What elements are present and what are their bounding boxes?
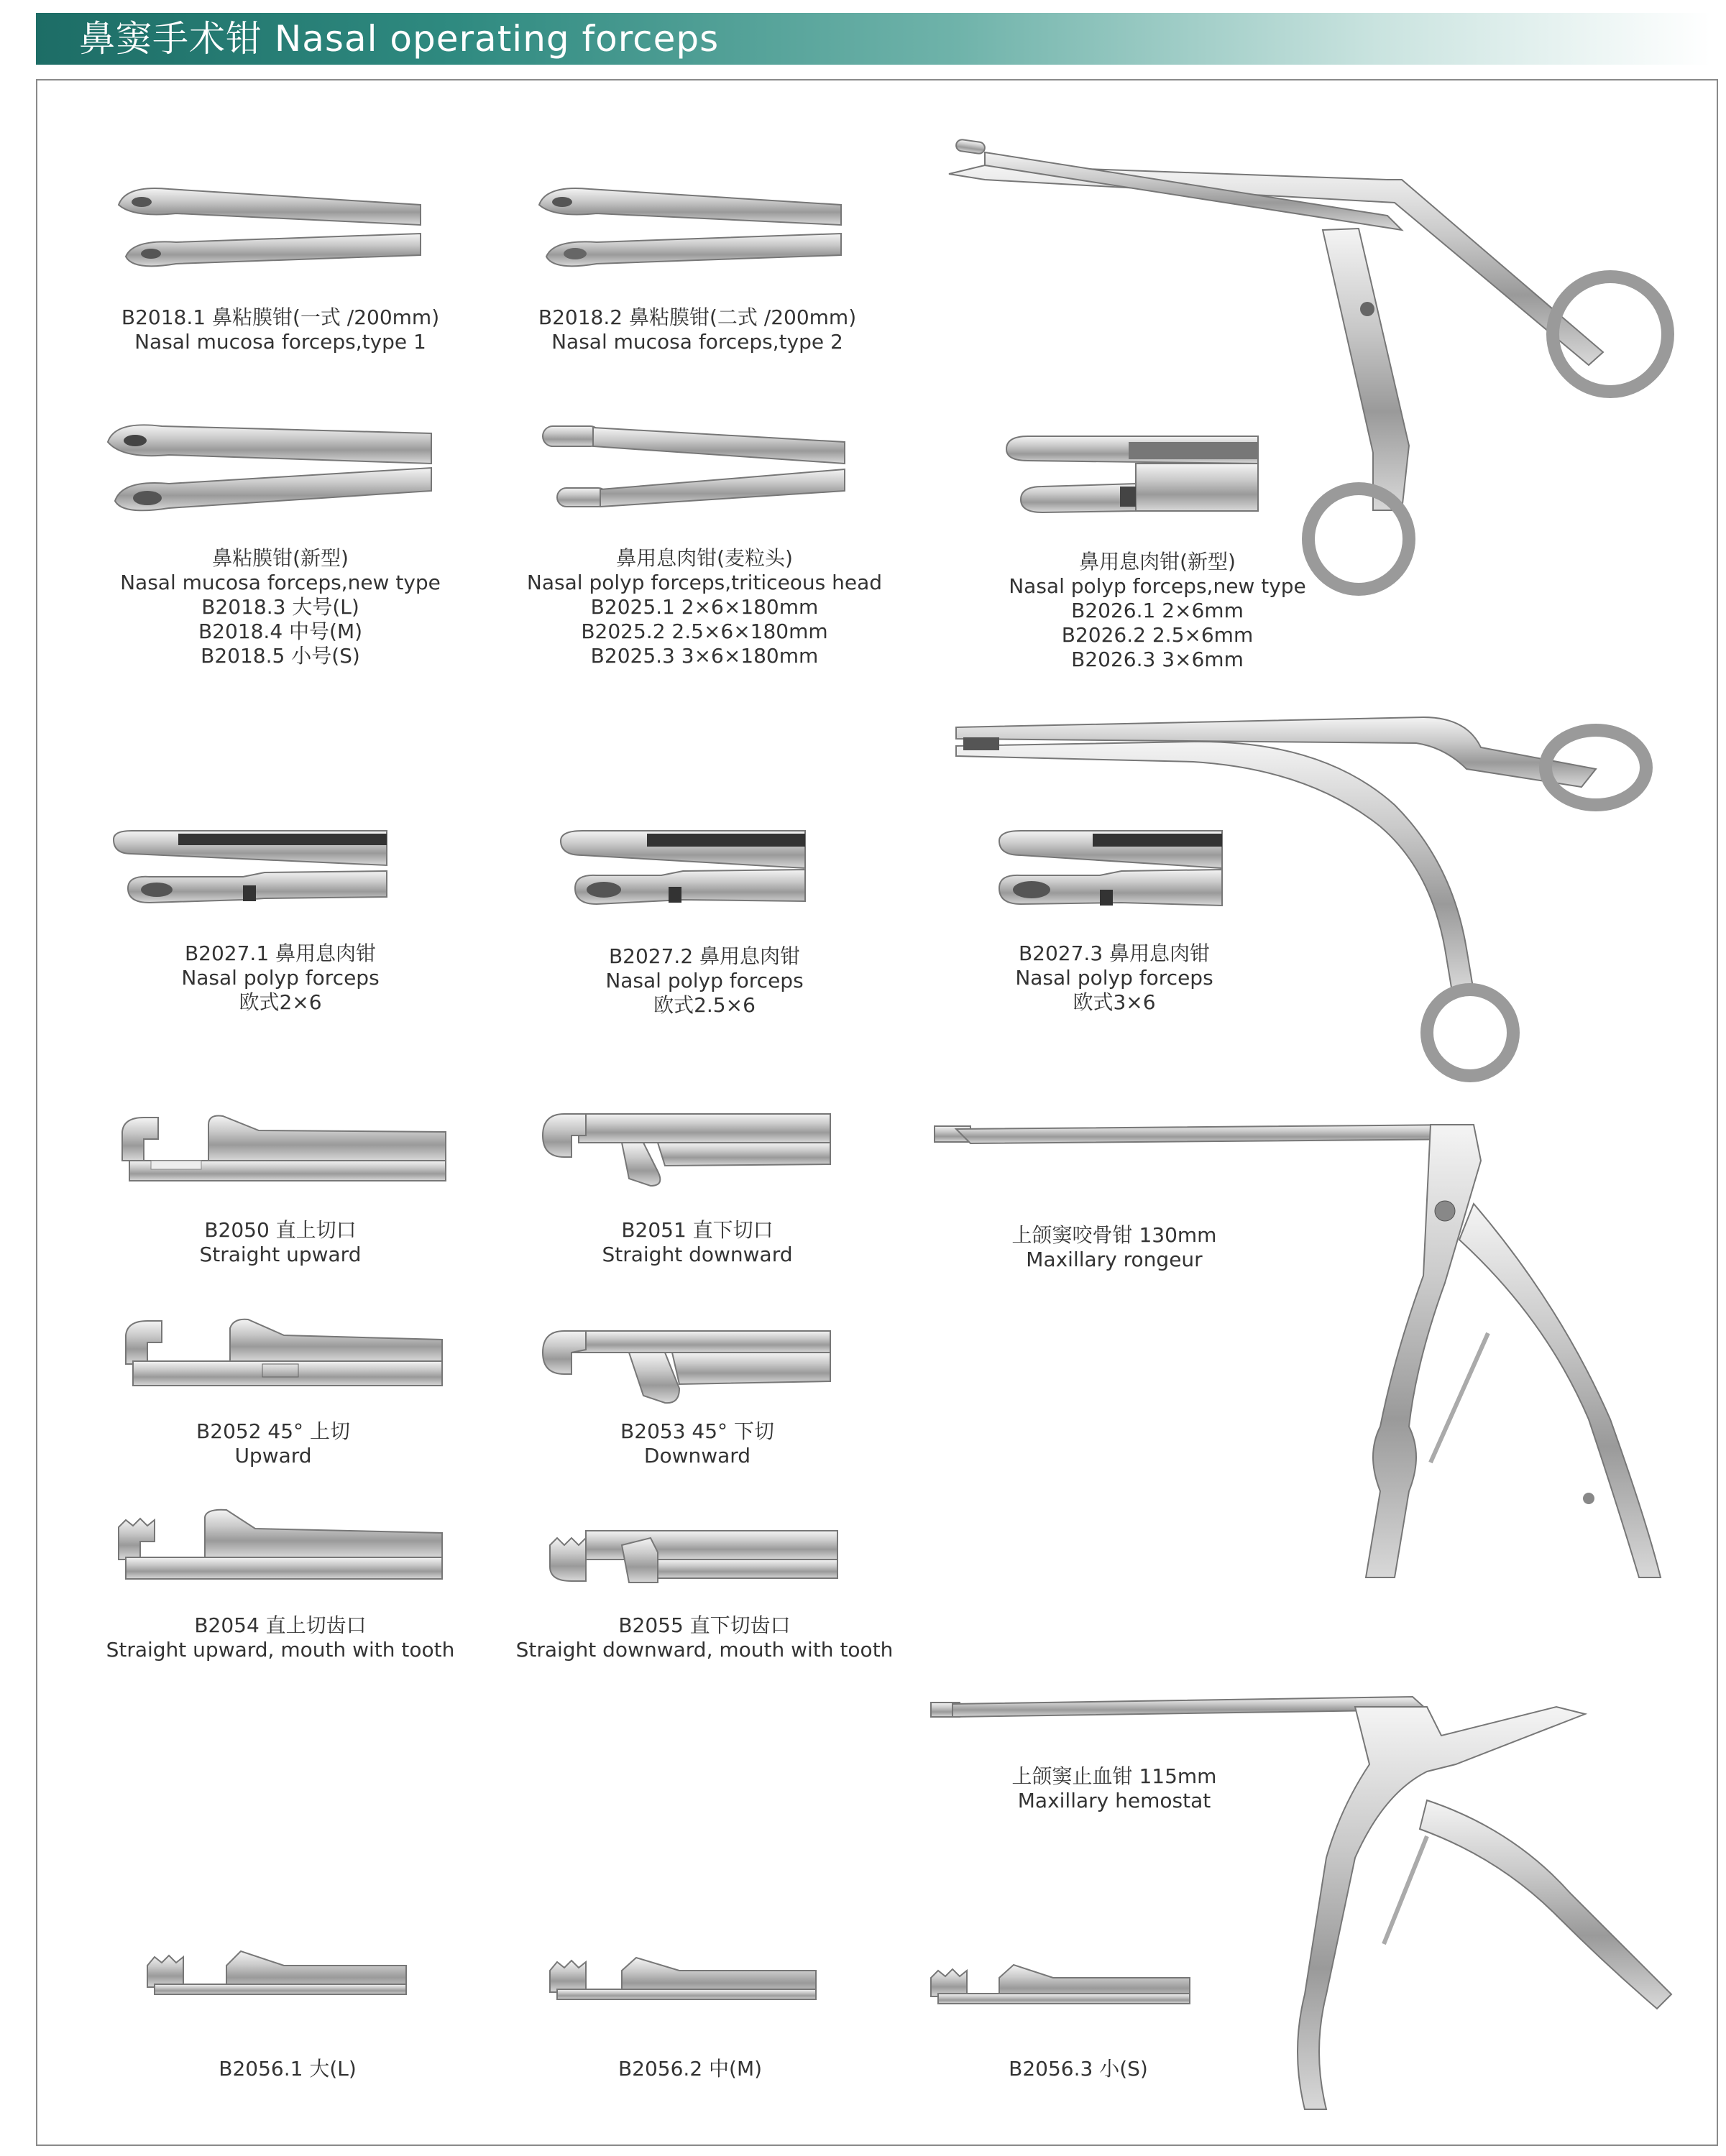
product-b2027-1-image: [106, 825, 387, 918]
product-b2018-2-caption: B2018.2 鼻粘膜钳(二式 /200mm) Nasal mucosa forceps,type 2: [538, 305, 857, 354]
maxillary-rongeur-caption: 上颌窦咬骨钳 130mm Maxillary rongeur: [1011, 1223, 1217, 1271]
product-b2055-caption: B2055 直下切齿口 Straight downward, mouth with tooth: [515, 1613, 894, 1662]
product-b2027-2-caption: B2027.2 鼻用息肉钳 Nasal polyp forceps 欧式2.5×6: [605, 944, 804, 1017]
product-b2056-1-image: [140, 1944, 406, 2001]
product-b2054-image: [111, 1506, 442, 1585]
product-b2050-image: [115, 1110, 446, 1189]
bayonet-forceps-large-image: [949, 711, 1682, 1092]
product-b2056-3-image: [924, 1955, 1190, 2012]
header-banner: [36, 13, 1711, 65]
product-b2018-2-image: [532, 176, 848, 277]
product-b2027-3-caption: B2027.3 鼻用息肉钳 Nasal polyp forceps 欧式3×6: [1015, 941, 1213, 1014]
maxillary-rongeur-image: [927, 1118, 1689, 1664]
product-b2052-caption: B2052 45° 上切 Upward: [196, 1419, 350, 1468]
product-b2056-1-caption: B2056.1 大(L): [219, 2057, 357, 2081]
product-b2054-caption: B2054 直上切齿口 Straight upward, mouth with tooth: [106, 1613, 455, 1662]
product-b2053-image: [536, 1324, 830, 1410]
product-b2025-caption: 鼻用息肉钳(麦粒头) Nasal polyp forceps,triticeous head B2025.1 2×6×180mm B2025.2 2.5×6×180mm B2025.3 3×6×180mm: [526, 546, 883, 668]
product-b2055-image: [543, 1524, 837, 1595]
polyp-forceps-large-image: [942, 137, 1682, 625]
product-b2026-caption: 鼻用息肉钳(新型) Nasal polyp forceps,new type B2026.1 2×6mm B2026.2 2.5×6mm B2026.3 3×6mm: [1009, 550, 1306, 671]
product-b2056-3-caption: B2056.3 小(S): [1009, 2057, 1148, 2081]
maxillary-hemostat-caption: 上颌窦止血钳 115mm Maxillary hemostat: [1011, 1764, 1217, 1812]
product-b2051-image: [536, 1107, 830, 1193]
product-b2052-image: [119, 1314, 442, 1393]
maxillary-hemostat-image: [924, 1692, 1693, 2116]
product-b2027-1-caption: B2027.1 鼻用息肉钳 Nasal polyp forceps 欧式2×6: [181, 941, 380, 1014]
product-b2050-caption: B2050 直上切口 Straight upward: [199, 1218, 362, 1266]
product-b2018-new-caption: 鼻粘膜钳(新型) Nasal mucosa forceps,new type B2018.3 大号(L) B2018.4 中号(M) B2018.5 小号(S): [120, 546, 441, 668]
product-b2025-image: [536, 413, 852, 521]
product-b2018-1-caption: B2018.1 鼻粘膜钳(一式 /200mm) Nasal mucosa forceps,type 1: [121, 305, 440, 354]
product-b2053-caption: B2053 45° 下切 Downward: [620, 1419, 774, 1468]
page-title: 鼻窦手术钳 Nasal operating forceps: [79, 18, 720, 60]
product-b2051-caption: B2051 直下切口 Straight downward: [602, 1218, 793, 1266]
product-b2018-new-image: [101, 413, 439, 521]
product-b2027-2-image: [554, 825, 805, 918]
product-b2056-2-image: [543, 1949, 816, 2007]
product-b2056-2-caption: B2056.2 中(M): [618, 2057, 763, 2081]
product-b2018-1-image: [111, 176, 428, 277]
